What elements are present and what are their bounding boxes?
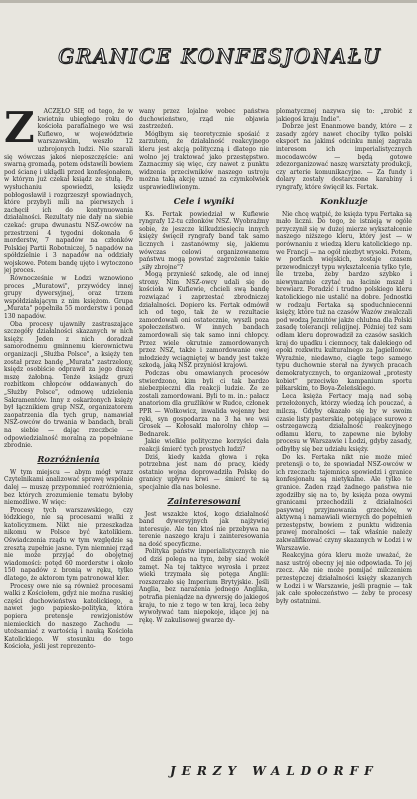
- drop-cap: Z: [4, 108, 35, 152]
- column-2: [139, 108, 269, 760]
- top-rule: [0, 0, 417, 3]
- paragraph: Mogą przynieść szkodę, ale od innej strony. Nim NSZ-owcy udali się do kościoła w Kufiewie, chcieli swą bandę rozwiązać i zaprzestać zbrodniczej działalności. Dopiero ks. Fertak odmówił ich od tego, tak że w rezultacie zamordowali oni ostatecznie, wyszli poza społeczeństwo. W innych bandach zamordowali się tak samo inni chłopcy. Przez wiele okrutnie zamordowanych przez NSZ, także i zamordowanie owej młodzieży wciągniętej w bandy jest także szkodą, jaką NSZ przyniósł krajowi.: [139, 271, 269, 370]
- paragraph: Równocześnie w Łodzi wznowiono proces „Muratowi", przywódcy innej grupy dywersyjnej, oraz trzem współdziałającym z nim księżom. Grupa „Murata" popełniła 55 morderstw i ponad 130 napadów.: [4, 275, 133, 321]
- paragraph: Reakcyjna góra kleru może uważać, że nasz ustrój obecny jej nie odpowiada. To jej rzecz. Ale nie może pomijać milczeniem przestępczej działalności księży skazanych w Łodzi i w Warszawie, jeśli pragnie — tak jak całe społeczeństwo — żeby te procesy były ostatnimi.: [276, 552, 412, 605]
- paragraph: wany przez lojalne wobec państwa duchowieństwo, rząd nie objawia zastrzeżeń.: [139, 108, 269, 131]
- paragraph: Jakie wielkie polityczne korzyści dała reakcji śmierć tych prostych ludzi?: [139, 438, 269, 453]
- subheading-konkluzje: Konkluzje: [320, 196, 368, 207]
- paragraph: Dobrze jest Enanmowe bandy, które — z zasady zgóry nawet chociby tylko polski eksport na jakimś odcinku mniej zagraża interesom ich imperialistycznych mocodawców — będą gotowe zdezorganizować naszę warsztaty produkcji, czy arterie komunikacyjne. — Za fundy i dolary zostały dostarczone karabiny i ryngrafy, które święcił ks. Fertak.: [276, 123, 412, 191]
- paragraph: Leca księża Fertacy mają nad sobą przełożonych, którzy wiedzą ich pouczać, a milczą. Gdyby okazało się by w swoim czasie listy pasterskie, potępiające surowo z ostrzegawczą działalność reakcyjnego odłamu kleru, to zapewne nie byłoby procesu w Warszawie i Łodzi, gdyby zasady, odbyłby się bez udziału księży.: [276, 392, 412, 453]
- paragraph: Do ks. Fertaka nikt nie może mieć pretensji o to, że spowiadał NSZ-owców w ich rzeczach: tajemnica spowiedzi i granice konfesjonału są nietykalne. Ale tylko te granice. Żaden rząd żadnego państwa nie zgodziłby się na to, by księża poza owymi granicami przechodzili z działalności pasywnej przyjmowania grzechów, w aktywną i namawiali wiernych do popełnień przestępstw, bowiem z punktu widzenia prawej moralności — tak właśnie należy zakwalifikować czyny skazanych w Łodzi i w Warszawie.: [276, 453, 412, 552]
- article-title: GRANICE KONFESJONAŁU: [58, 44, 382, 68]
- paragraph: Nie chcę wątpić, że księża typu Fertaka są mało liczni. Do tego, że istnieją w ogóle przyczynił się w dużej mierze wykształcenie naszego niższego kleru, który jest — w porównaniu z wiedzą kleru katolickiego np. we Francji — na ogół niezbyt wysoki. Potem, w porfach wiejskich, zostaje czasem przewodniczył typu wykształcenia tylko tyle, ile trzeba, żeby bardzo szybko i niewymarnie czytać na łacinie mszał i brewiarz. Poradzić i trudno polskiego kleru katolickiego nie ustalić na dobre. Jednostki w rodzaju Fertaka są spoduchniecenni księży, które tuż na czasów Wazów zwalczali pod wodzą Jezuitów jakże chlubna dla Polski zasadę tolerancji religijnej. Później też sam odłam kleru doprowadził za czasów saskich kraj do upadku i ciemnocy, tak dalekiego od epoki rozkwitu kulturalnego za Jagiellonów. Wyraźnie, niedawno, ciągle tego samego typu duchownie sterał na żywych pracach demokratycznych, to organizował „protesty kobiet" przeciwko kampanium sportu piłkarskim, to Boya-Żeleńskiego.: [276, 210, 412, 393]
- paragraph: plomatycznej nazywa się to: „zrobić z jakiegoś kraju Indie".: [276, 108, 412, 123]
- subheading-zainteresowani: Zainteresowani: [167, 496, 241, 507]
- column-3: [276, 108, 412, 760]
- paragraph: Procesy tych warszawskiego, czy łódzkiego, nie są procesami walki z katolicyzmem. Nikt nie przeszkadza nikomu w Polsce być katolikiem. Oświadczenia rządu w tym względzie są zresztą zupełnie jasne. Tym niemniej rząd nie może przyjąć do obojętnej wiadomości: potęd 60 morderstw i około 150 napadów z bronią w ręku, tylko dlatego, że aktorom tym patronował kler.: [4, 506, 133, 583]
- paragraph: Oba procesy ujawniły zastraszające szczegóły działalności skazanych w nich księży. Jeden z nich doradzał samorodnemu gminnemu kierownictwu organizacji „Służba Polsce", a księży ten został przez bandę „Murata" zastrzelony, księdz osobiście odprawił za jego duszę mszę żałobną. Tenże ksiądz gruzi rozbitkom chłopców oddawanych do „Służby Polsce", odmowę udzielenia Sakramentów. Inny z oskarżonych księży był łącznikiem grup NSZ, organizatorem zaopatrzenia dla tych grup, namawiał NSZ-owców do trwania w bandach, brali na siebie — dając rzeczbcie — odpowiedzialność moralną za popełniane zbrodnie.: [4, 320, 133, 450]
- paragraph: Dziś, kiedy każda głowa i ręka potrzebna jest nam do pracy, kiedy ostatnio wojna doprowadziła Polskę do granicy upływu krwi — śmierć te są specjalnie dla nas bolesne.: [139, 453, 269, 491]
- paragraph: W tym miejscu — abym mógł wrazz Czytelnikami analizować sprawę wspólnie dalej — muszę przypomnieć rozróżnienia, bez których zrozumienie tematu byłoby niemożliwe. W więc:: [4, 468, 133, 507]
- paragraph: Polityka państw imperialistycznych nie od dziś polega na tym, żeby siać wokół zamęt. Na tej taktyce wyrosła i przez wieki trzymała się potęga Anglii: rozszerzało się Imperium Brytyjskie. Jeśli Anglia, bez narażenia jednego Anglika, potrafia pieniądze na dywersję do jakiegoś kraju, to nie z tego w ten kraj, leca żeby wywoływać tam niepokoje, idące jej na rękę. W zakulisowej gwarze dy-: [139, 548, 269, 624]
- paragraph: ACZĘŁO SIĘ od tego, że w kwietniu ubiegłego roku do kościoła parafialnego we wsi Kufiewo, w województwie warszawskim, weszło 12 uzbrojonych ludzi. Nie szarali się wówczas jakoś nieposzczęście: ani swarną gromadą, potem odstawili bowiem pod ścianę i ukłądli przed konfesjonałem, w którym już czekał ksiądz ze stułą. Po wysłuchaniu spowiedzi, księdz pobłogosławił i rozgrzeszył spowiadnych, które przybyli mili na pierwszych i zachęcił ich do kontynuowania działalności. Rezultaty nie dały na siebie czekać: grupa dwunastu NSZ-owców na przestrzeni 4 tygodni dokonała 6 morderstw, 7 napadów na członków Polskiej Partii Robotniczej, 5 napadów na spółdzielnie i 3 napadów na oddziały wojskowe. Potem bandę ujęto i wytoczono jej proces.: [4, 108, 133, 275]
- paragraph: Ks. Fertak powiedział w Kufiewie ryngrafy 12-tu członków NSZ. Wyobraźmy sobie, że jeszcze kilkudziesięciu innych księży święcił ryngrafy band tak samo licznych i zastanówmy się, jakiemu wówczas celowi organizowanemu państwu mogą powstać zagrożenie takie „siły zbrojne"?: [139, 210, 269, 271]
- author-byline: JERZY WALDORFF: [170, 764, 379, 778]
- paragraph: Jest wszakże ktoś, kogo działalność band dywersyjnych jak najżywiej interesuje. Ale ten ktoś nie przebywa na terenie naszego kraju i zainteresowania na dość specyficzne.: [139, 510, 269, 548]
- paragraph: Mógłbym się teoretycznie spośaić z zarzutem, że działalność reakcyjnego kleru jest akcją polityczną i dlatego nie wolno jej traktować jako przestępstwo. Zaznaczmy się więc, czy nawet z punktu widzenia przeciwników naszego ustroju można taką akcję uznać za czymkolwiek usprawiedliwionym.: [139, 130, 269, 191]
- paragraph: Procesy owe nie są również procesami walki z Kościołem, gdyż nie można ruskiej części duchowieństwa katolickiego, a nawet jego papiesko-polityka, która popiera pretensje rewizjonistów niemieckich do naszego Zachodu — utożsamiać z wartością i nauką Kościoła Katolickiego. W stosunku do tego Kościoła, jeśli jest reprezento-: [4, 582, 133, 651]
- subheading-rozroznienia: Rozróżnienia: [37, 454, 100, 465]
- paragraph: Podczas obu omawianych procesów stwierdzono, kim byli ci tak bardzo niebezpieczni dla reakcji ludzie. Że ze zostali zamordowani. Byli to m. in.: pałacz anatoriom dla gruźlików w Rudce, członek PPR — Wołkowicz, inwalida wojenny bez ręki, syn gospodarza na 3 ha we wsi Grosek — Kołosakl małorolny chłop — Bednarek.: [139, 370, 269, 438]
- subheading-cele-i-wyniki: Cele i wyniki: [173, 196, 235, 207]
- column-1: [4, 108, 133, 766]
